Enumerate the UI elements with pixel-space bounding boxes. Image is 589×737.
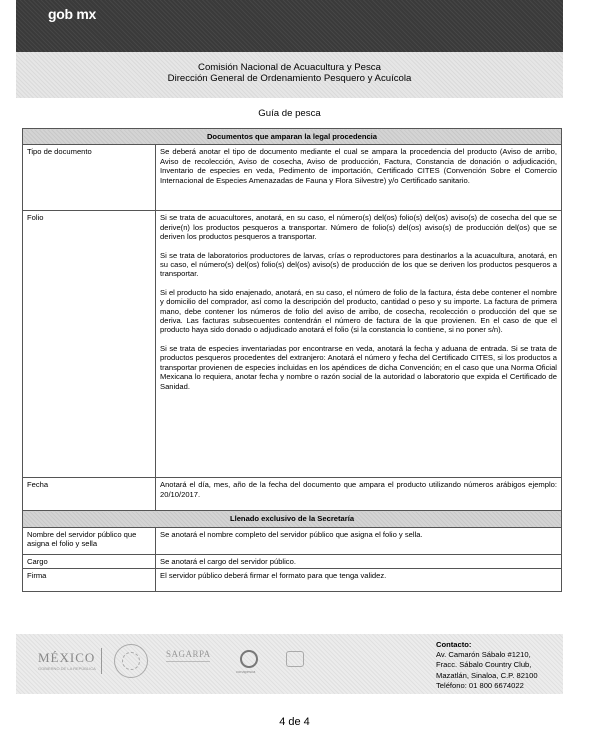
folio-paragraph: Si el producto ha sido enajenado, anotará, en su caso, el número de folio de la factura, ésta debe contener el nombre y domicilio del comprador, así como la descripción del producto, cantidad o peso y su importe. La factura de primera mano, debe contener los números de folio del aviso de arribo, de cosecha, recolección o producción del que se deriva. Las facturas subsecuentes contendrán el número de factura de la que provienen. En el caso de que el producto haya sido donado o adjudicado anotará el folio (si la constancia lo contiene, si no poner s/n). — [160, 287, 557, 335]
sagarpa-logo: SAGARPA — [166, 649, 211, 659]
table-row — [23, 145, 562, 211]
agency-header — [16, 52, 563, 98]
table-row — [23, 478, 562, 511]
table-row — [23, 527, 562, 554]
logo-divider — [101, 648, 102, 674]
contact-address-line: Fracc. Sábalo Country Club, — [436, 660, 532, 670]
documents-section-header: Documentos que amparan la legal procedencia — [23, 129, 562, 145]
inapesca-logo-icon — [286, 651, 304, 667]
contact-address-line: Av. Camarón Sábalo #1210, — [436, 650, 531, 660]
row-label: Fecha — [23, 478, 156, 511]
row-label: Firma — [23, 569, 156, 592]
contact-title: Contacto: — [436, 640, 472, 649]
folio-paragraph: Si se trata de especies inventariadas por encontrarse en veda, anotará la fecha y aduana de entrada. Si se trata de productos pesqueros procedentes del extranjero: Anotará el número y fecha del Certificado CITES, si los productos a transportar provienen de especies incluidas en los apéndices de dicha Convención; en el caso que una Norma Oficial Mexicana lo requiera, anotar fecha y nombre o razón social de la autoridad o laboratorio que expida el Certificado de Sanidad. — [160, 343, 557, 391]
national-seal-icon — [114, 644, 148, 678]
footer — [16, 634, 563, 694]
row-label: Nombre del servidor público que asigna el folio y sella — [23, 527, 156, 554]
row-label: Tipo de documento — [23, 145, 156, 211]
folio-paragraph: Si se trata de laboratorios productores de larvas, crías o reproductores para destinarlos a la acuacultura, anotará, en su caso, el número(s) del(os) folio(s) del(os) aviso(s) de producción de los que se deriven los productos pesqueros a transportar. — [160, 250, 557, 279]
agency-name: Comisión Nacional de Acuacultura y Pesca — [198, 62, 381, 73]
row-description: Se anotará el cargo del servidor público. — [156, 554, 562, 568]
document-title: Guía de pesca — [258, 108, 321, 119]
gobmx-logo: gob mx — [48, 6, 96, 22]
table-row — [23, 569, 562, 592]
section-header-row — [23, 129, 562, 145]
directorate-name: Dirección General de Ordenamiento Pesquero y Acuícola — [167, 73, 412, 84]
mexico-logo-subtitle: GOBIERNO DE LA REPÚBLICA — [38, 666, 96, 671]
conapesca-logo-text: conapesca — [236, 669, 256, 674]
guide-table — [22, 128, 562, 592]
folio-paragraph: Si se trata de acuacultores, anotará, en su caso, el número(s) del(os) folio(s) del(os) aviso(s) de cosecha del que se derive(n) los productos pesqueros a transportar. Número de folio(s) del(os) aviso(s) de producción del(os) que se deriven los productos pesqueros a transportar. — [160, 213, 557, 242]
row-description — [156, 211, 562, 478]
contact-block — [436, 640, 538, 691]
secretaria-section-header: Llenado exclusivo de la Secretaría — [23, 511, 562, 527]
header-banner — [16, 0, 563, 52]
section-header-row — [23, 511, 562, 527]
contact-address-line: Mazatlán, Sinaloa, C.P. 82100 — [436, 670, 538, 680]
row-description: Se deberá anotar el tipo de documento mediante el cual se ampara la procedencia del producto (Aviso de arribo, Aviso de recolección, Aviso de cosecha, Aviso de producción, Factura, Constancia de donación o adjudicación, Inventario de especies en veda, Pedimento de importación, Certificado CITES (Convención Sobre el Comercio Internacional de Especies Amenazadas de Fauna y Flora Silvestre) y/o Certificado sanitario. — [156, 145, 562, 211]
row-label: Folio — [23, 211, 156, 478]
table-row — [23, 211, 562, 478]
sagarpa-underline — [166, 661, 210, 662]
table-row — [23, 554, 562, 568]
page-number: 4 de 4 — [279, 716, 310, 728]
row-description: El servidor público deberá firmar el formato para que tenga validez. — [156, 569, 562, 592]
conapesca-logo-icon — [240, 650, 258, 668]
row-label: Cargo — [23, 554, 156, 568]
row-description: Se anotará el nombre completo del servidor público que asigna el folio y sella. — [156, 527, 562, 554]
mexico-logo: MÉXICO — [38, 650, 96, 665]
contact-phone: Teléfono: 01 800 6674022 — [436, 680, 524, 690]
row-description: Anotará el día, mes, año de la fecha del documento que ampara el producto utilizando números arábigos ejemplo: 20/10/2017. — [156, 478, 562, 511]
